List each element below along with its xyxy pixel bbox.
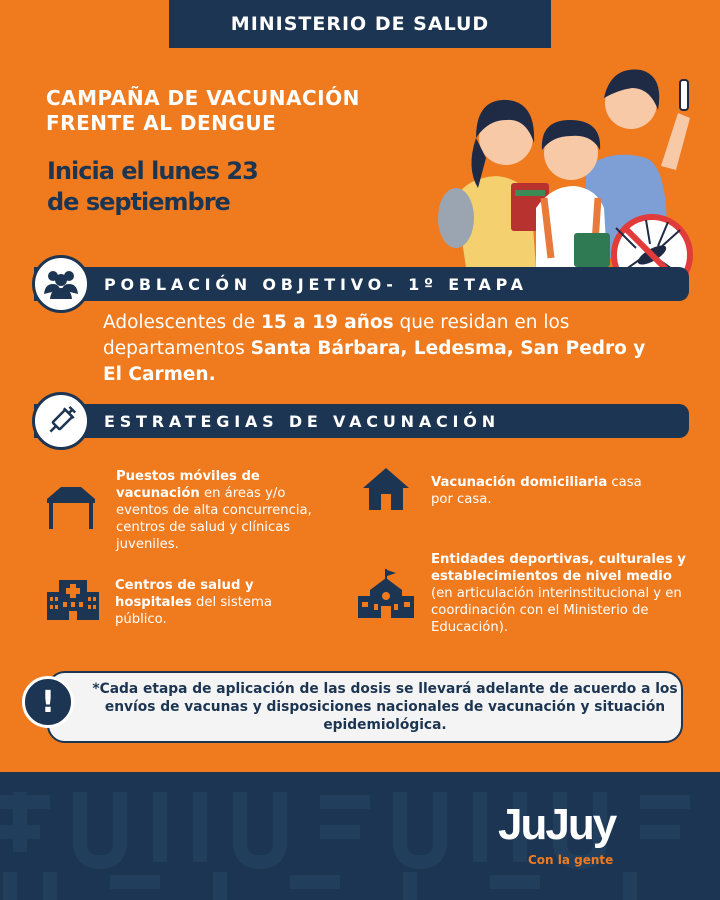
start-date <box>47 156 327 218</box>
strategy-health-title: Centros de salud y hospitales <box>115 578 254 610</box>
target-text-part3: que residan en los departamentos <box>103 312 570 359</box>
logo-text: JuJuy <box>498 800 616 849</box>
start-date-line1: Inicia el lunes 23 <box>47 157 258 185</box>
strategy-health-text: del sistema público. <box>115 595 272 627</box>
start-date-line2: de septiembre <box>47 188 230 216</box>
campaign-title-line2: FRENTE AL DENGUE <box>46 111 277 135</box>
strategy-institutions-title: Entidades deportivas, culturales y establecimientos de nivel medio <box>431 552 686 584</box>
hospital-icon <box>45 576 101 620</box>
disclaimer-note <box>47 671 683 743</box>
girl-figure <box>438 100 549 268</box>
tent-icon <box>43 483 99 531</box>
strategy-institutions <box>431 551 696 636</box>
people-group-icon <box>32 255 90 313</box>
strategy-home-title: Vacunación domiciliaria <box>431 475 608 490</box>
target-text-part1: Adolescentes de <box>103 312 261 333</box>
school-icon <box>356 568 416 620</box>
strategies-bar <box>34 404 689 438</box>
strategy-health-centers <box>115 577 310 628</box>
disclaimer-text: *Cada etapa de aplicación de las dosis se llevará adelante de acuerdo a los envíos de vacunas y disposiciones nacionales de vacunación y situación epidemiológica. <box>92 681 678 733</box>
target-age-range: 15 a 19 años <box>261 312 394 333</box>
jujuy-logo <box>498 800 658 870</box>
strategies-label: ESTRATEGIAS DE VACUNACIÓN <box>104 411 500 431</box>
strategy-mobile-title: Puestos móviles de vacunación <box>116 469 260 501</box>
exclamation-icon: ! <box>22 676 74 728</box>
strategy-home-text: casa por casa. <box>431 475 642 507</box>
strategy-mobile-posts <box>116 468 331 553</box>
target-departments: Santa Bárbara, Ledesma, San Pedro y El Carmen. <box>103 338 646 385</box>
ministry-banner: MINISTERIO DE SALUD <box>169 0 551 48</box>
syringe-icon <box>32 392 90 450</box>
house-icon <box>361 466 411 512</box>
campaign-title <box>46 86 466 136</box>
strategy-institutions-text: (en articulación interinstitucional y en coordinación con el Ministerio de Educación). <box>431 586 682 635</box>
logo-subtitle: Con la gente <box>528 853 614 867</box>
boy-figure <box>536 120 610 278</box>
target-population-text <box>103 310 663 388</box>
vaccination-illustration <box>436 58 706 298</box>
strategy-mobile-text: en áreas y/o eventos de alta concurrencia, centros de salud y clínicas juveniles. <box>116 486 312 552</box>
campaign-title-line1: CAMPAÑA DE VACUNACIÓN <box>46 86 360 110</box>
target-population-label: POBLACIÓN OBJETIVO- 1º ETAPA <box>104 274 528 294</box>
target-population-bar <box>34 267 689 301</box>
strategy-home-vaccination <box>431 474 661 508</box>
